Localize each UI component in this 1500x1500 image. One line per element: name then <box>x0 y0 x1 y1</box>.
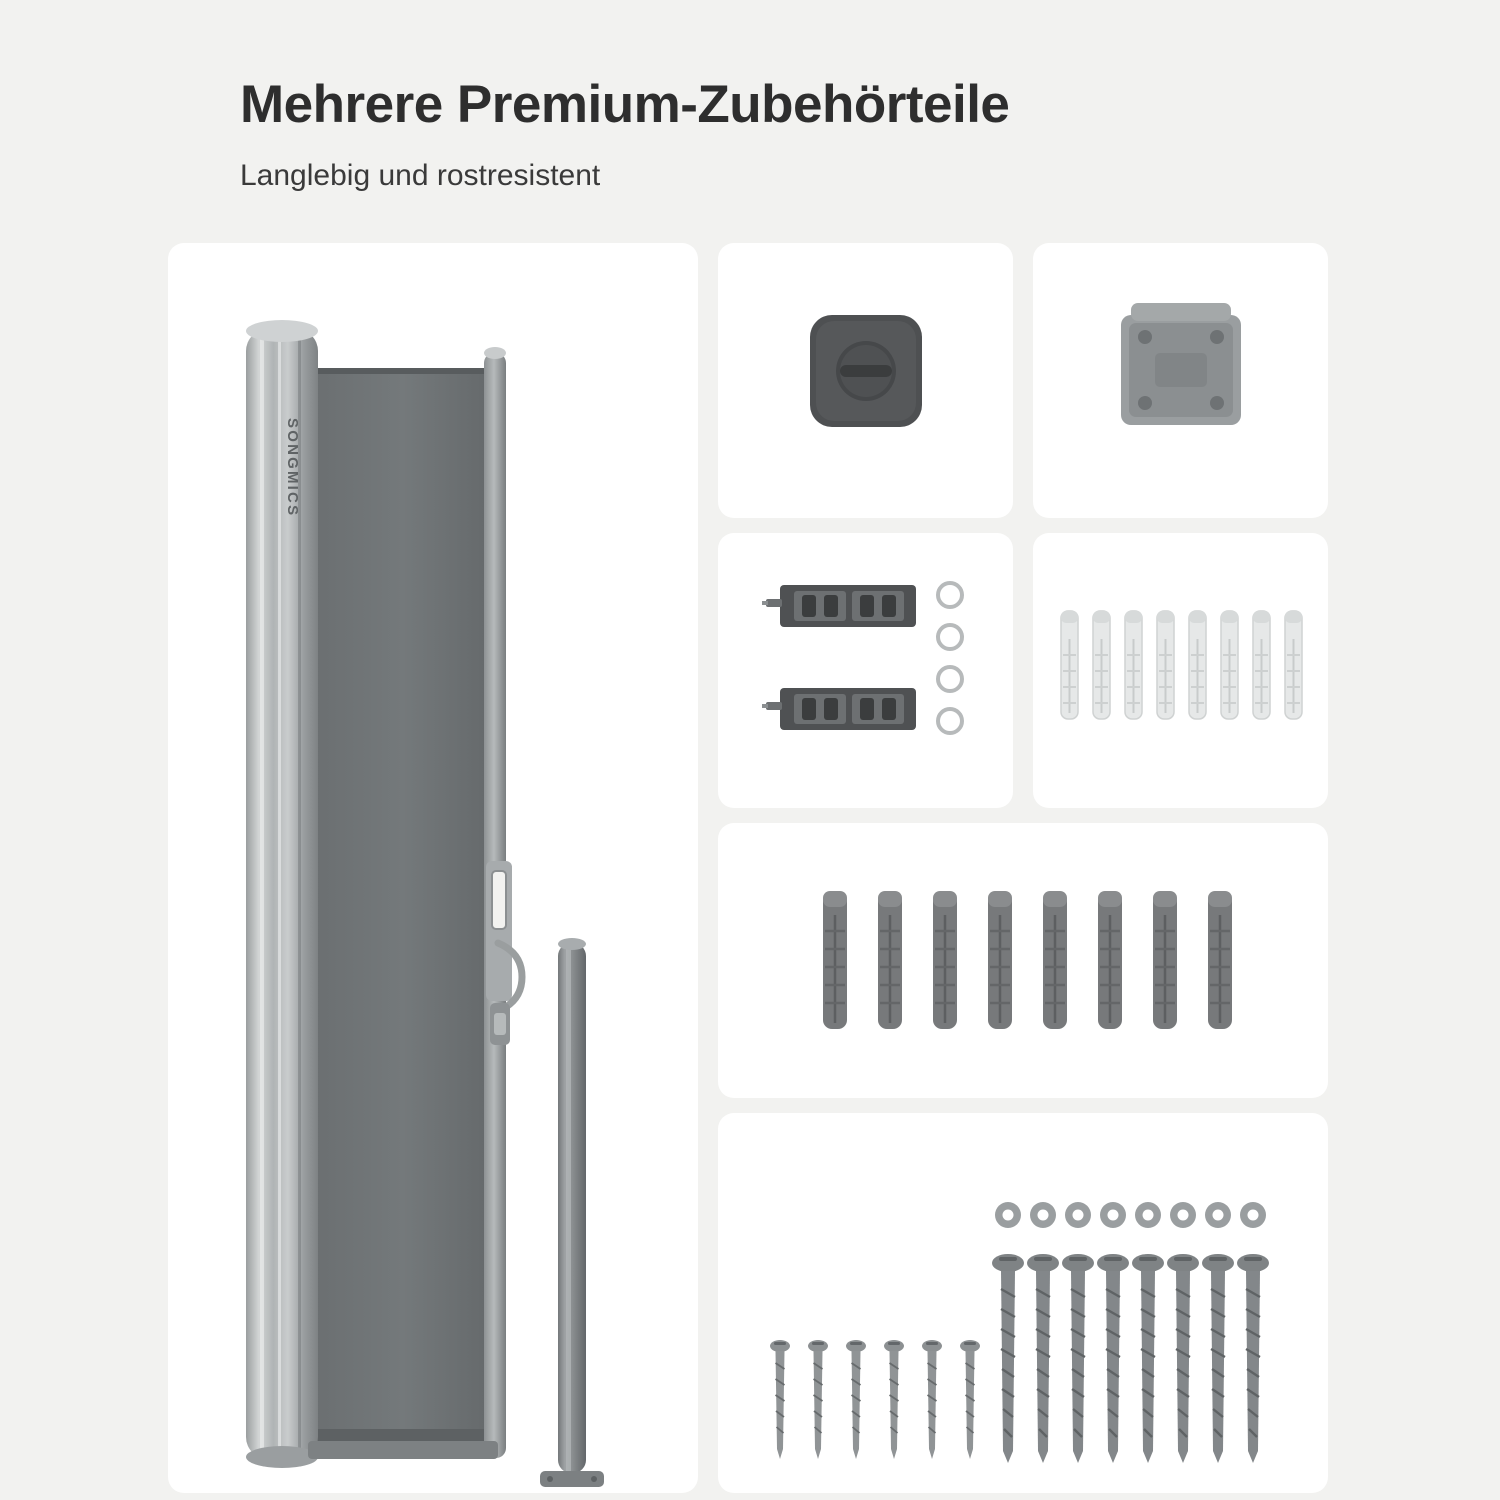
white-anchors-illustration <box>1033 533 1328 808</box>
brand-logo-text: SONGMICS <box>284 418 301 518</box>
grey-anchors-illustration <box>718 823 1328 1098</box>
card-mounting-plate <box>1033 243 1328 518</box>
knob-cap-illustration <box>718 243 1013 518</box>
card-wall-brackets <box>718 533 1013 808</box>
card-white-anchors <box>1033 533 1328 808</box>
wall-brackets-illustration <box>718 533 1013 808</box>
latch-handle <box>486 861 522 1045</box>
card-main-awning <box>168 243 698 1493</box>
page-subtitle: Langlebig und rostresistent <box>240 158 601 192</box>
card-screws-washers <box>718 1113 1328 1493</box>
awning-illustration <box>168 243 698 1493</box>
card-knob-cap <box>718 243 1013 518</box>
card-grey-anchors <box>718 823 1328 1098</box>
washers-row <box>995 1202 1266 1228</box>
header <box>240 75 1360 194</box>
extra-post <box>540 938 604 1487</box>
page-title: Mehrere Premium-Zubehörteile <box>240 75 1010 134</box>
small-screws <box>770 1340 1009 1459</box>
mounting-plate-illustration <box>1033 243 1328 518</box>
screws-washers-illustration <box>718 1113 1328 1493</box>
large-screws <box>992 1254 1269 1463</box>
